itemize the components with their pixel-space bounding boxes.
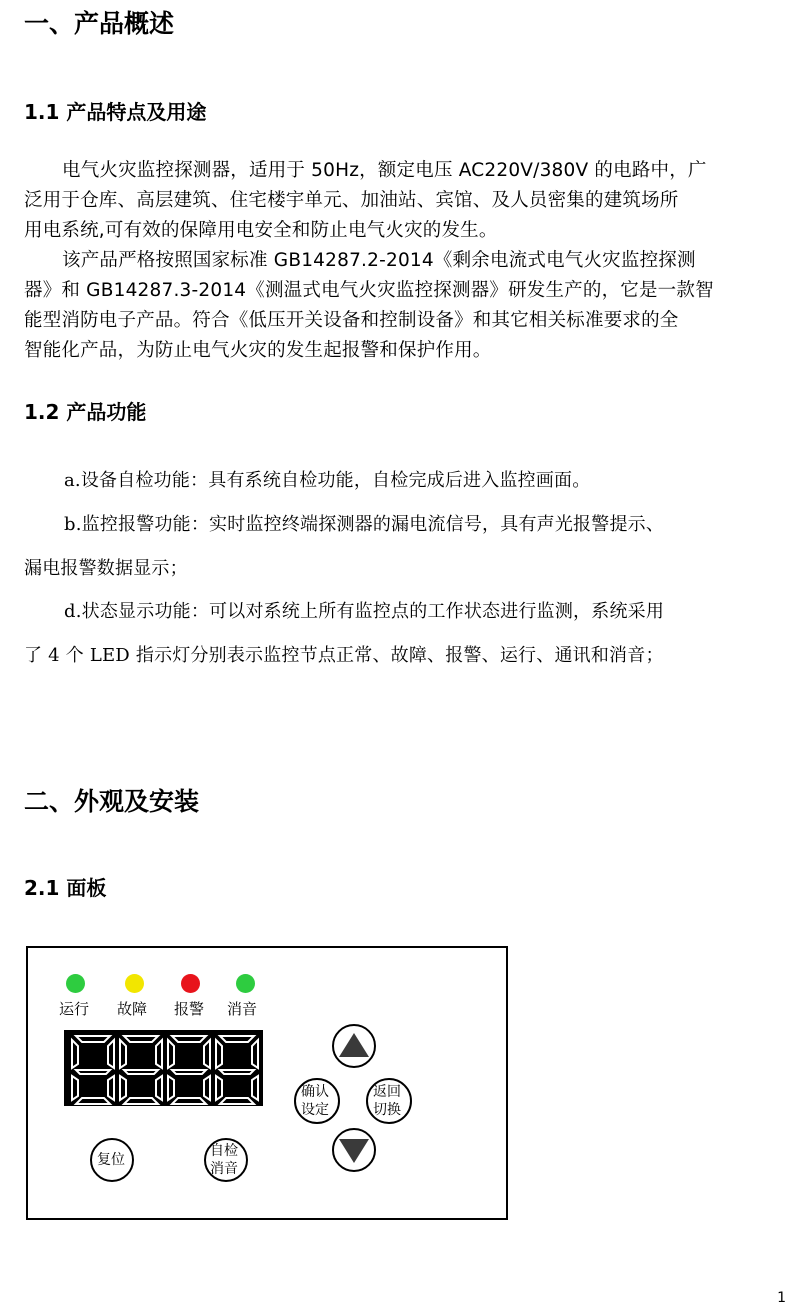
back-switch-button[interactable]	[366, 1078, 412, 1124]
section-2-title: 二、外观及安装	[24, 787, 200, 816]
paragraph-line: 电气火灾监控探测器，适用于 50Hz，额定电压 AC220V/380V 的电路中，广	[62, 160, 707, 181]
led-fault	[125, 974, 144, 993]
subsection-1-2-title: 1.2 产品功能	[24, 400, 147, 424]
function-item: 了 4 个 LED 指示灯分别表示监控节点正常、故障、报警、运行、通讯和消音；	[24, 645, 664, 666]
subsection-2-1-title: 2.1 面板	[24, 876, 107, 900]
down-button[interactable]	[332, 1128, 376, 1172]
led-mute	[236, 974, 255, 993]
reset-label: 复位	[97, 1152, 125, 1168]
front-panel	[26, 946, 508, 1220]
function-item: d.状态显示功能：可以对系统上所有监控点的工作状态进行监测，系统采用	[64, 601, 665, 622]
paragraph-line: 用电系统,可有效的保障用电安全和防止电气火灾的发生。	[24, 220, 498, 241]
function-item: a.设备自检功能：具有系统自检功能，自检完成后进入监控画面。	[64, 470, 591, 491]
function-item: 漏电报警数据显示；	[24, 558, 188, 579]
reset-button[interactable]	[90, 1138, 134, 1182]
subsection-1-1-title: 1.1 产品特点及用途	[24, 100, 207, 124]
led-label-fault: 故障	[117, 1000, 148, 1018]
back-label: 返回	[373, 1084, 401, 1100]
led-label-alarm: 报警	[174, 1000, 205, 1018]
led-run	[66, 974, 85, 993]
page-number: 1	[777, 1290, 786, 1306]
led-label-mute: 消音	[227, 1000, 258, 1018]
selftest-label: 自检	[210, 1143, 238, 1159]
paragraph-line: 智能化产品，为防止电气火灾的发生起报警和保护作用。	[24, 340, 492, 361]
function-item: b.监控报警功能：实时监控终端探测器的漏电流信号，具有声光报警提示、	[64, 514, 665, 535]
paragraph-line: 能型消防电子产品。符合《低压开关设备和控制设备》和其它相关标准要求的全	[24, 310, 679, 331]
selftest-mute-button[interactable]	[204, 1138, 248, 1182]
switch-label: 切换	[373, 1102, 401, 1118]
up-button[interactable]	[332, 1024, 376, 1068]
set-label: 设定	[301, 1102, 329, 1118]
digits-graphic	[64, 1030, 263, 1106]
paragraph-line: 该产品严格按照国家标准 GB14287.2-2014《剩余电流式电气火灾监控探测	[62, 250, 696, 271]
paragraph-line: 泛用于仓库、高层建筑、住宅楼宇单元、加油站、宾馆、及人员密集的建筑场所	[24, 190, 679, 211]
confirm-label: 确认	[301, 1084, 329, 1100]
led-label-run: 运行	[59, 1000, 90, 1018]
mute-label: 消音	[210, 1161, 238, 1177]
section-1-title: 一、产品概述	[24, 9, 175, 38]
seven-segment-display	[64, 1030, 263, 1106]
confirm-set-button[interactable]	[294, 1078, 340, 1124]
down-arrow-icon	[334, 1130, 374, 1170]
paragraph-line: 器》和 GB14287.3-2014《测温式电气火灾监控探测器》研发生产的，它是一款智	[24, 280, 714, 301]
up-arrow-icon	[334, 1026, 374, 1066]
led-alarm	[181, 974, 200, 993]
